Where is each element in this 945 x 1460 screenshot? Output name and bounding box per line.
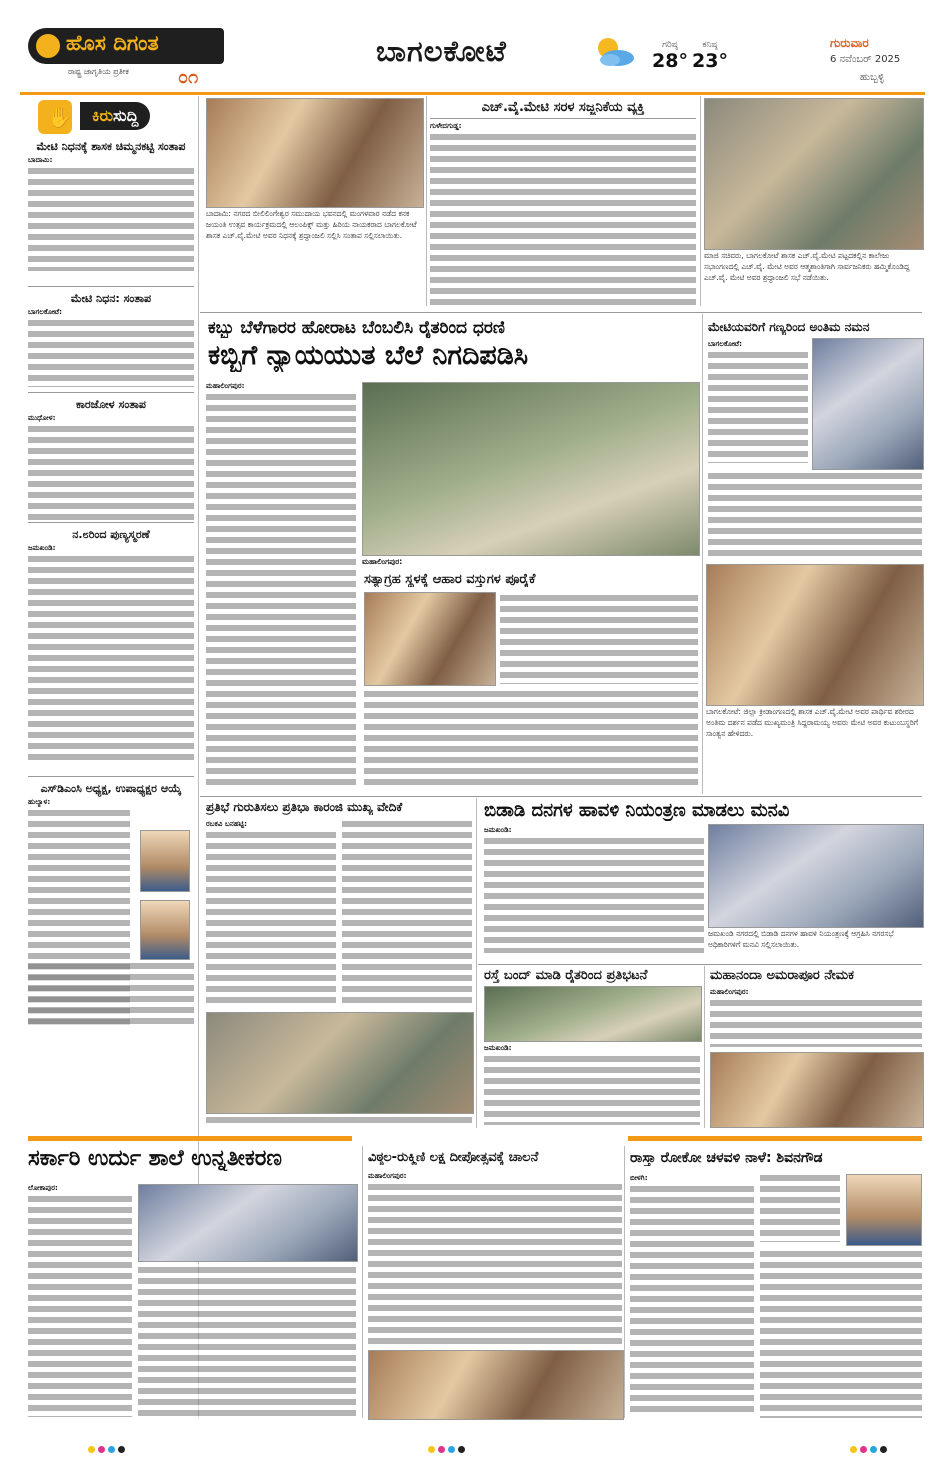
portrait-photo [140, 830, 190, 892]
header-rule [20, 92, 925, 95]
registration-dots [88, 1438, 128, 1457]
temp-min: ಕನಿಷ್ಠ 23° [692, 40, 728, 72]
weather-icon [590, 34, 636, 68]
article-body: ಬಾಗಲಕೋಟೆ: [708, 338, 808, 464]
article-body: ಜಮಖಂಡಿ: [484, 1042, 700, 1126]
photo-caption: ಮಹಾಲಿಂಗಪುರ: [362, 556, 698, 568]
logo-tagline: ರಾಷ್ಟ್ರ ಜಾಗೃತಿಯ ಪ್ರತೀಕ [68, 67, 129, 76]
temp-max: ಗರಿಷ್ಠ 28° [652, 40, 688, 72]
headline: ರಸ್ತೆ ಬಂದ್ ಮಾಡಿ ರೈತರಿಂದ ಪ್ರತಿಭಟನೆ [484, 968, 648, 983]
news-photo [708, 824, 924, 928]
portrait-photo [140, 900, 190, 960]
headline: ಪ್ರತಿಭೆ ಗುರುತಿಸಲು ಪ್ರತಿಭಾ ಕಾರಂಜಿ ಮುಖ್ಯ ವೇದಿಕೆ [206, 800, 403, 814]
page-number: ೦೧ [178, 67, 199, 88]
edition-title: ಬಾಗಲಕೋಟೆ [376, 34, 507, 68]
kirusuddi-item: ಕಾರಜೋಳ ಸಂತಾಪ ಮುಧೋಳ: [28, 398, 194, 522]
kirusuddi-item: ಮೇಟಿ ನಿಧನ: ಸಂತಾಪ ಬಾಗಲಕೋಟೆ: [28, 292, 194, 388]
photo-caption [206, 1114, 472, 1126]
photo-caption: ಬಾಗಲಕೋಟೆ: ಜಿಲ್ಲಾ ಕ್ರೀಡಾಂಗಣದಲ್ಲಿ ಶಾಸಕ ಎಚ್.ವೈ.ಮೇಟಿ ಅವರ ಪಾರ್ಥಿವ ಶರೀರದ ಅಂತಿಮ ದರ್ಶನ ಪಡೆದ ಮುಖ್ಯಮಂತ್ರಿ ಸಿದ್ದರಾಮಯ್ಯ ಅವರು ಮೇಟಿ ಅವರ ಕುಟುಂಬಸ್ಥರಿಗೆ ಸಾಂತ್ವನ ಹೇಳಿದರು. [706, 706, 922, 792]
article-body: ಜಮಖಂಡಿ: [484, 824, 704, 954]
headline: ರಾಸ್ತಾ ರೋಕೋ ಚಳವಳಿ ನಾಳೆ: ಶಿವನಗೌಡ [630, 1150, 823, 1166]
sub-headline: ಸತ್ಯಾಗ್ರಹ ಸ್ಥಳಕ್ಕೆ ಆಹಾರ ವಸ್ತುಗಳ ಪೂರೈಕೆ [364, 572, 536, 587]
news-photo [710, 1052, 924, 1128]
headline: ವಿಠ್ಠಲ-ರುಕ್ಮಿಣಿ ಲಕ್ಷ ದೀಪೋತ್ಸವಕ್ಕೆ ಚಾಲನೆ [368, 1150, 539, 1165]
news-photo [206, 1012, 474, 1114]
photo-caption: ಮಾಜಿ ಸಚಿವರು, ಬಾಗಲಕೋಟೆ ಶಾಸಕ ಎಚ್.ವೈ.ಮೇಟಿ ಪಟ್ಟದಕಲ್ಲಿನ ಕಾಲೇಜು ಸಭಾಂಗಣದಲ್ಲಿ ಎಚ್.ವೈ. ಮೇಟಿ ಅವರ ಆತ್ಮಶಾಂತಿಗಾಗಿ ಸಾರ್ವಜನಿಕರು ಹಮ್ಮಿಕೊಂಡಿದ್ದ ಎಚ್.ವೈ. ಮೇಟಿ ಅವರ ಶ್ರದ್ಧಾಂಜಲಿ ಸಭೆ ನಡೆಯಿತು. [704, 250, 922, 306]
article-body: ಲೋಕಾಪುರ: [28, 1182, 132, 1418]
day-name: ಗುರುವಾರ [830, 36, 869, 50]
lead-kicker: ಕಬ್ಬು ಬೆಳೆಗಾರರ ಹೋರಾಟ ಬೆಂಬಲಿಸಿ ರೈತರಿಂದ ಧರಣಿ [208, 318, 505, 338]
lead-photo [362, 382, 700, 556]
article-body [760, 1172, 840, 1242]
masthead-logo [28, 28, 224, 90]
headline: ಬಿಡಾಡಿ ದನಗಳ ಹಾವಳಿ ನಿಯಂತ್ರಣ ಮಾಡಲು ಮನವಿ [484, 800, 790, 821]
article-body [708, 470, 922, 560]
photo-caption: ಜಮಖಂಡಿ ನಗರದಲ್ಲಿ ಬಿಡಾಡಿ ದನಗಳ ಹಾವಳಿ ನಿಯಂತ್ರಣಕ್ಕೆ ಆಗ್ರಹಿಸಿ ನಗರಸಭೆ ಅಧಿಕಾರಿಗಳಿಗೆ ಮನವಿ ಸಲ್ಲಿಸಲಾಯಿತು. [708, 928, 922, 962]
news-photo [484, 986, 702, 1042]
kirusuddi-item: ನ.೮ರಿಂದ ಪುಣ್ಯಸ್ಮರಣೆ ಜಮಖಂಡಿ: [28, 528, 194, 766]
registration-dots [428, 1438, 468, 1457]
article-body [342, 818, 472, 1008]
article-body: ಗುಳೇದಗುಡ್ಡ: [430, 120, 696, 306]
kirusuddi-title: ಕಿರುಸುದ್ದಿ [80, 102, 150, 130]
headline: ಮಹಾನಂದಾ ಅಮರಾಪೂರ ನೇಮಕ [710, 968, 854, 983]
news-photo [206, 98, 424, 208]
kirusuddi-icon: ✋ [38, 100, 72, 134]
logo-emblem-icon [36, 34, 60, 58]
news-photo [368, 1350, 624, 1420]
article-body: ಮಹಾಲಿಂಗಪುರ: [710, 986, 922, 1048]
article-body [138, 1264, 356, 1418]
article-body: ಮಹಾಲಿಂಗಪುರ: [206, 380, 356, 790]
photo-caption: ಬಾದಾಮಿ: ನಗರದ ಬೀಲಿಲಿಂಗೇಶ್ವರ ಸಮುದಾಯ ಭವನದಲ್ಲಿ ಮಂಗಳವಾರ ನಡೆದ ಕನಕ ಜಯಂತಿ ಉತ್ಸವ ಕಾರ್ಯಕ್ರಮದಲ್ಲಿ ಆಲಂಪಿಕ್ಸ್ ಮತ್ತು ಹಿರಿಯ ನಾಯಕರಾದ ಬಾಗಲಕೋಟೆ ಶಾಸಕ ಎಚ್.ವೈ.ಮೇಟಿ ಅವರ ನಿಧನಕ್ಕೆ ಶ್ರದ್ಧಾಂಜಲಿ ಸಲ್ಲಿಸಿ ಸಂತಾಪ ಸಲ್ಲಿಸಲಾಯಿತು. [206, 208, 422, 300]
portrait-photo [846, 1174, 922, 1246]
news-photo [812, 338, 924, 470]
city-name: ಹುಬ್ಬಳ್ಳಿ [860, 72, 885, 83]
article-body: ಮಹಾಲಿಂಗಪುರ: [368, 1170, 622, 1346]
news-photo [704, 98, 924, 250]
news-photo [706, 564, 924, 706]
article-body: ಬೀಳಗಿ: [630, 1172, 754, 1418]
article-body [500, 592, 698, 684]
headline: ಸರ್ಕಾರಿ ಉರ್ದು ಶಾಲೆ ಉನ್ನತೀಕರಣ [28, 1146, 282, 1171]
news-photo [364, 592, 496, 686]
kirusuddi-item: ಎಸ್‌ಡಿಎಂಸಿ ಅಧ್ಯಕ್ಷ, ಉಪಾಧ್ಯಕ್ಷರ ಆಯ್ಕೆ ಹುಲ್ಯಾಳ: [28, 782, 194, 1026]
lead-headline: ಕಬ್ಬಿಗೆ ನ್ಯಾಯಯುತ ಬೆಲೆ ನಿಗದಿಪಡಿಸಿ [208, 340, 529, 371]
article-body [760, 1248, 922, 1418]
logo-text: ಹೊಸ ದಿಗಂತ [66, 31, 159, 55]
date: 6 ನವೆಂಬರ್ 2025 [830, 54, 901, 65]
headline: ಎಚ್.ವೈ.ಮೇಟಿ ಸರಳ ಸಜ್ಜನಿಕೆಯ ವ್ಯಕ್ತಿ [481, 100, 645, 115]
article-body [364, 688, 698, 790]
headline: ಮೇಟಿಯವರಿಗೆ ಗಣ್ಯರಿಂದ ಅಂತಿಮ ನಮನ [708, 320, 870, 334]
article-body: ರಬಕವಿ ಬನಹಟ್ಟಿ: [206, 818, 336, 1008]
registration-dots [850, 1438, 890, 1457]
kirusuddi-item: ಮೇಟಿ ನಿಧನಕ್ಕೆ ಶಾಸಕ ಚಿಮ್ಮನಕಟ್ಟಿ ಸಂತಾಪ ಬಾದಾಮಿ: [28, 140, 194, 272]
news-photo [138, 1184, 358, 1262]
